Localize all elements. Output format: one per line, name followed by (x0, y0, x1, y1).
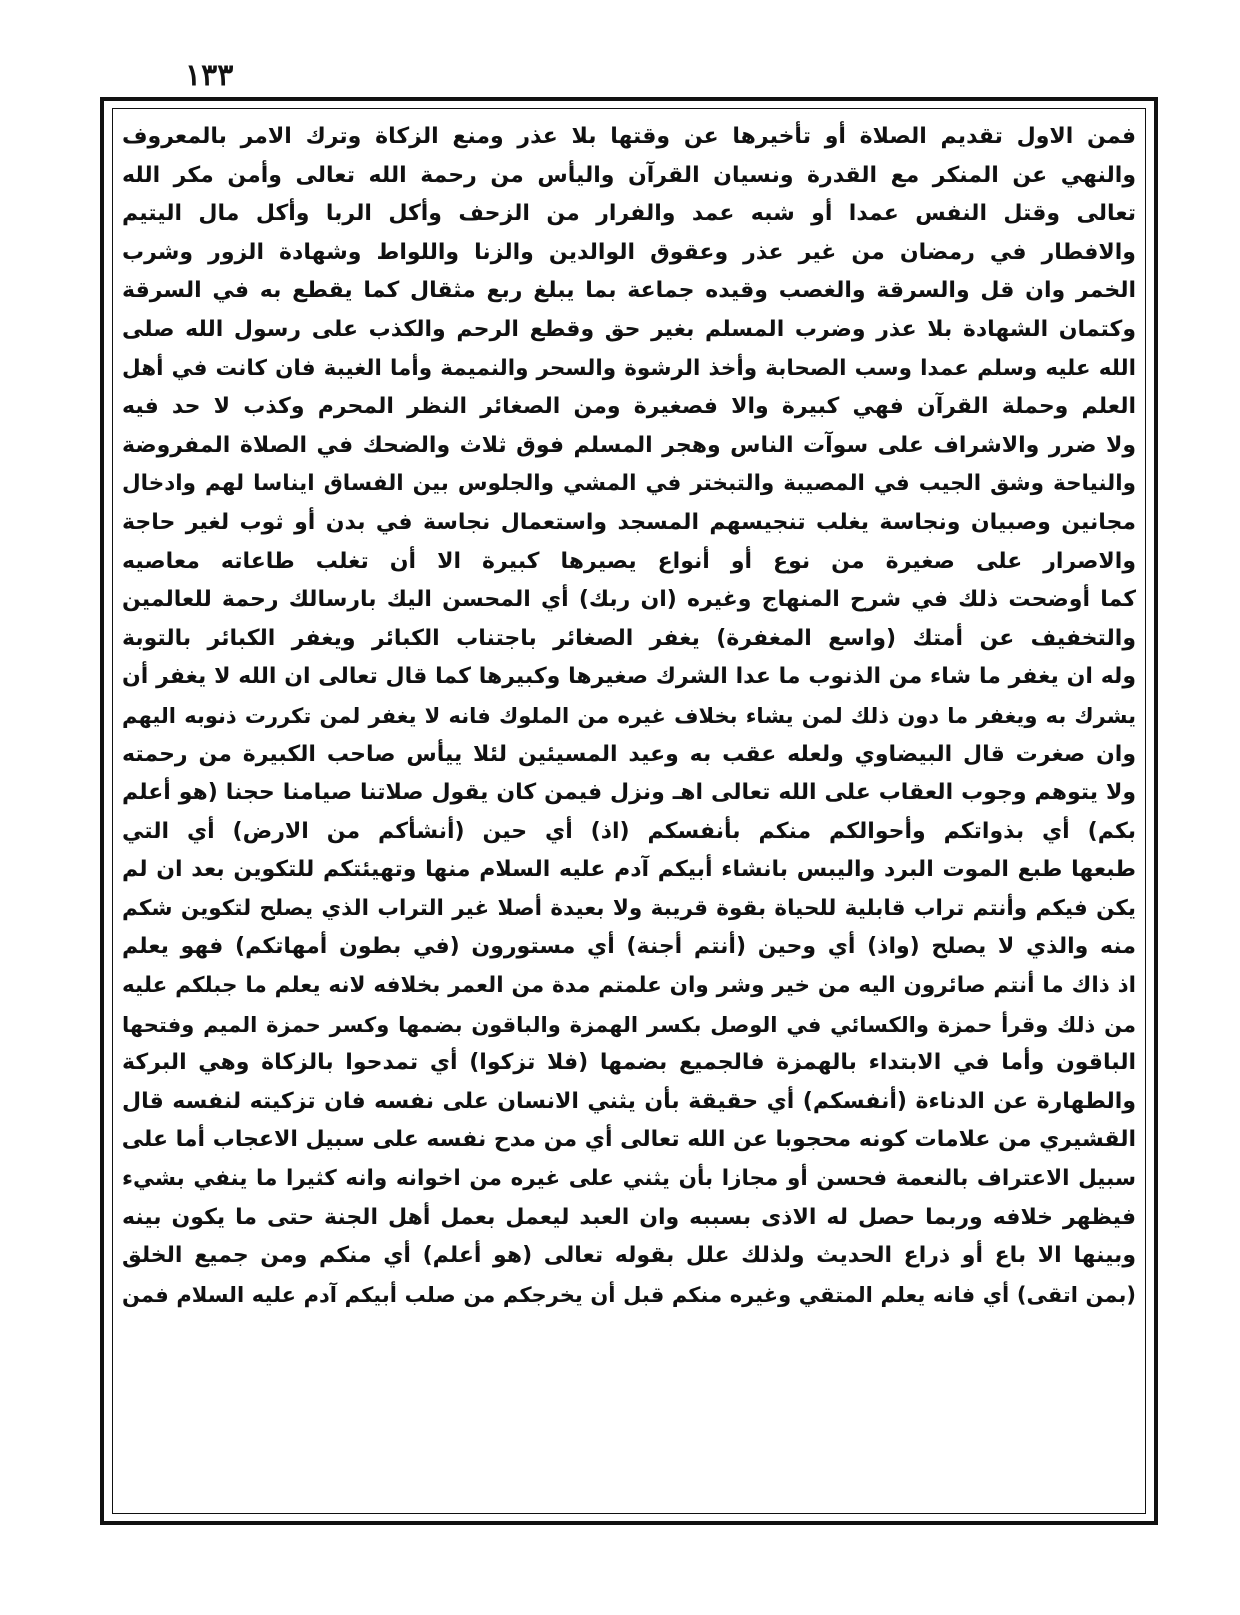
text-line (122, 1314, 1136, 1353)
text-line: سبيل الاعتراف بالنعمة فحسن أو مجازا بأن يثني على غيره من اخوانه وانه كثيرا ما ينفي بشيء (122, 1166, 1136, 1192)
text-line: وبينها الا باع أو ذراع الحديث ولذلك علل بقوله تعالى (هو أعلم) أي منكم ومن جميع الخلق (122, 1243, 1136, 1269)
text-line: الله عليه وسلم عمدا وسب الصحابة وأخذ الرشوة والسحر والنميمة وأما الغيبة فان كانت في أهل (122, 355, 1136, 381)
text-line: وان صغرت قال البيضاوي ولعله عقب به وعيد المسيئين لئلا ييأس صاحب الكبيرة من رحمته (122, 741, 1136, 767)
body-text (122, 118, 1136, 1508)
text-line: وله ان يغفر ما شاء من الذنوب ما عدا الشرك صغيرها وكبيرها كما قال تعالى ان الله لا يغفر أن (122, 664, 1136, 690)
text-line: طبعها طبع الموت البرد واليبس بانشاء أبيكم آدم عليه السلام منها وتهيئتكم للتكوين بعد ان لم (122, 857, 1136, 883)
text-line: والطهارة عن الدناءة (أنفسكم) أي حقيقة بأن يثني الانسان على نفسه فان تزكيته لنفسه قال (122, 1088, 1136, 1114)
text-line: الخمر وان قل والسرقة والغصب وقيده جماعة بما يبلغ ربع مثقال كما يقطع به في السرقة (122, 278, 1136, 304)
text-line: والافطار في رمضان من غير عذر وعقوق الوالدين والزنا واللواط وشهادة الزور وشرب (122, 239, 1136, 265)
text-line: ولا ضرر والاشراف على سوآت الناس وهجر المسلم فوق ثلاث والضحك في الصلاة المفروضة (122, 432, 1136, 458)
text-line: والاصرار على صغيرة من نوع أو أنواع يصيرها كبيرة الا أن تغلب طاعاته معاصيه (122, 548, 1136, 574)
text-line: العلم وحملة القرآن فهي كبيرة والا فصغيرة ومن الصغائر النظر المحرم وكذب لا حد فيه (122, 394, 1136, 420)
text-line: فمن الاول تقديم الصلاة أو تأخيرها عن وقتها بلا عذر ومنع الزكاة وترك الامر بالمعروف (122, 124, 1136, 149)
text-line: ولا يتوهم وجوب العقاب على الله تعالى اهـ ونزل فيمن كان يقول صلاتنا صيامنا حجنا (هو أعلم (122, 780, 1136, 806)
text-line: والنياحة وشق الجيب في المصيبة والتبختر في المشي والجلوس بين الفساق ايناسا لهم وادخال (122, 471, 1136, 497)
text-line: الباقون وأما في الابتداء بالهمزة فالجميع بضمها (فلا تزكوا) أي تمدحوا بالزكاة وهي البركة (122, 1050, 1136, 1076)
text-line: كما أوضحت ذلك في شرح المنهاج وغيره (ان ربك) أي المحسن اليك بارسالك رحمة للعالمين (122, 587, 1136, 613)
text-line: القشيري من علامات كونه محجوبا عن الله تعالى أي من مدح نفسه على سبيل الاعجاب أما على (122, 1127, 1136, 1153)
text-line (122, 1469, 1136, 1508)
text-line: يكن فيكم وأنتم تراب قابلية للحياة بقوة قريبة ولا بعيدة أصلا غير التراب الذي يصلح لتكوين شكم (122, 895, 1136, 921)
page-number: ١٣٣ (185, 58, 234, 93)
text-line: والتخفيف عن أمتك (واسع المغفرة) يغفر الصغائر باجتناب الكبائر ويغفر الكبائر بالتوبة (122, 625, 1136, 651)
text-line: وكتمان الشهادة بلا عذر وضرب المسلم بغير حق وقطع الرحم والكذب على رسول الله صلى (122, 316, 1136, 342)
text-line: بكم) أي بذواتكم وأحوالكم منكم بأنفسكم (اذ) أي حين (أنشأكم من الارض) أي التي (122, 818, 1136, 844)
text-line: (بمن اتقى) أي فانه يعلم المتقي وغيره منكم قبل أن يخرجكم من صلب أبيكم آدم عليه السلام فمن (122, 1282, 1136, 1307)
text-line: يشرك به ويغفر ما دون ذلك لمن يشاء بخلاف غيره من الملوك فانه لا يغفر لمن تكررت ذنوبه اليهم (122, 703, 1136, 728)
text-line: من ذلك وقرأ حمزة والكسائي في الوصل بكسر الهمزة والباقون بضمها وكسر حمزة الميم وفتحها (122, 1012, 1136, 1037)
text-line (122, 1430, 1136, 1469)
text-line: تعالى وقتل النفس عمدا أو شبه عمد والفرار من الزحف وأكل الربا وأكل مال اليتيم (122, 201, 1136, 227)
text-line (122, 1392, 1136, 1431)
text-line: اذ ذاك ما أنتم صائرون اليه من خير وشر وان علمتم مدة من العمر بخلافه لانه يعلم ما جبلكم عليه (122, 973, 1136, 999)
text-line: منه والذي لا يصلح (واذ) أي وحين (أنتم أجنة) أي مستورون (في بطون أمهاتكم) فهو يعلم (122, 934, 1136, 960)
text-line: والنهي عن المنكر مع القدرة ونسيان القرآن واليأس من رحمة الله تعالى وأمن مكر الله (122, 162, 1136, 188)
text-line: فيظهر خلافه وربما حصل له الاذى بسببه وان العبد ليعمل بعمل أهل الجنة حتى ما يكون بينه (122, 1204, 1136, 1230)
text-line (122, 1353, 1136, 1392)
text-line: مجانين وصبيان ونجاسة يغلب تنجيسهم المسجد واستعمال نجاسة في بدن أو ثوب لغير حاجة (122, 509, 1136, 535)
